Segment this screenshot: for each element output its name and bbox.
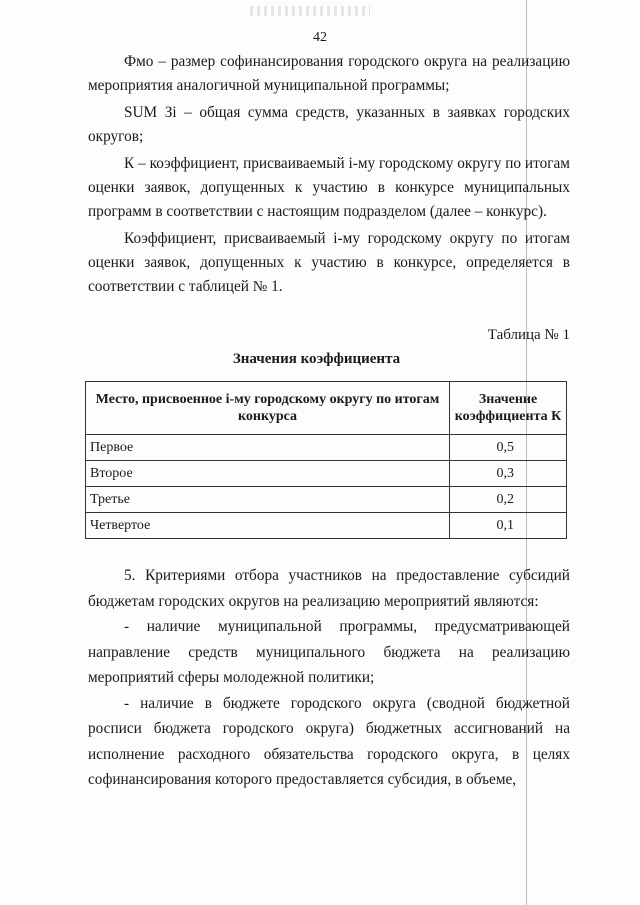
paragraph-fmo: Фмо – размер софинансирования городского округа на реализацию мероприятия аналогичной муниципальной программы; [88, 53, 570, 94]
table-title: Значения коэффициента [232, 351, 401, 367]
body-text-bottom [88, 563, 570, 793]
list-item: - наличие муниципальной программы, предусматривающей направление средств муниципального бюджета на реализацию мероприятий сферы молодежной политики; [88, 618, 570, 686]
list-item: - наличие в бюджете городского округа (сводной бюджетной росписи бюджета городского округа) бюджетных ассигнований на исполнение расходного обязательства городского округа, в целях софинансирования которого предоставляется субсидия, в объеме, [88, 694, 570, 788]
cell-place: Первое [86, 435, 450, 461]
cell-place: Третье [86, 487, 450, 513]
cell-value: 0,3 [450, 461, 567, 487]
table-row [86, 487, 567, 513]
table-row [86, 461, 567, 487]
cell-value: 0,2 [450, 487, 567, 513]
paragraph-coefficient: Коэффициент, присваиваемый i-му городскому округу по итогам оценки заявок, допущенных к участию в конкурсе, определяется в соответствии с таблицей № 1. [88, 230, 570, 295]
table-row [86, 513, 567, 539]
header-place: Место, присвоенное i-му городскому округу по итогам конкурса [86, 382, 450, 435]
cell-place: Четвертое [86, 513, 450, 539]
header-value: Значение коэффициента К [450, 382, 567, 435]
paragraph-sum: SUM Зi – общая сумма средств, указанных в заявках городских округов; [88, 104, 570, 145]
coefficient-table [85, 381, 567, 539]
table-row [86, 435, 567, 461]
paragraph-k: К – коэффициент, присваиваемый i-му городскому округу по итогам оценки заявок, допущенных к участию в конкурсе муниципальных программ в соответствии с настоящим подразделом (далее – конкурс). [88, 155, 570, 220]
table-caption: Таблица № 1 [487, 327, 570, 343]
scan-artifact [250, 6, 370, 16]
cell-value: 0,5 [450, 435, 567, 461]
page-number: 42 [313, 30, 327, 45]
body-text-top [88, 50, 570, 371]
table-header-row [86, 382, 567, 435]
paragraph-criteria: 5. Критериями отбора участников на предоставление субсидий бюджетам городских округов на реализацию мероприятий являются: [88, 567, 570, 610]
cell-place: Второе [86, 461, 450, 487]
cell-value: 0,1 [450, 513, 567, 539]
